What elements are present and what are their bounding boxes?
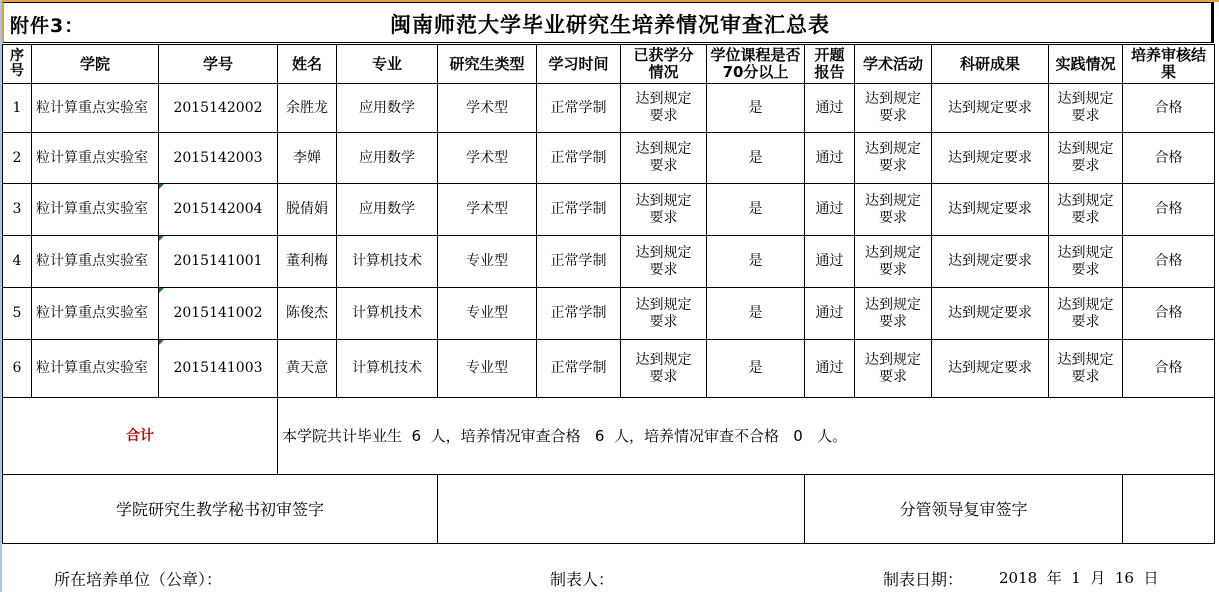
col-header-study-time[interactable]: 学习时间 <box>537 45 621 84</box>
cell-proposal[interactable]: 通过 <box>805 288 855 340</box>
cell-result[interactable]: 合格 <box>1123 340 1215 398</box>
date-label: 制表日期： <box>883 570 964 589</box>
cell-type[interactable]: 专业型 <box>438 288 537 340</box>
cell-text: 达到规定要求 <box>635 91 692 124</box>
cell-student-id[interactable]: 2015142003 <box>159 133 278 184</box>
total-label[interactable]: 合计 <box>3 398 278 475</box>
cell-academic[interactable] <box>855 133 932 184</box>
col-header-name[interactable]: 姓名 <box>278 45 337 84</box>
total-row <box>3 398 1215 475</box>
cell-student-id[interactable]: 2015141001 <box>159 236 278 288</box>
cell-type[interactable]: 专业型 <box>438 340 537 398</box>
table-row <box>3 288 1215 340</box>
cell-student-id[interactable]: 2015141003 <box>159 340 278 398</box>
col-header-college[interactable]: 学院 <box>32 45 159 84</box>
cell-text: 达到规定要求 <box>635 296 692 330</box>
leader-signature-field[interactable] <box>1123 475 1215 544</box>
cell-result[interactable]: 合格 <box>1123 184 1215 236</box>
cell-degree-courses[interactable]: 是 <box>707 184 805 236</box>
col-header-type[interactable]: 研究生类型 <box>438 45 537 84</box>
cell-college[interactable]: 粒计算重点实验室 <box>32 84 159 133</box>
cell-study-time[interactable]: 正常学制 <box>537 84 621 133</box>
col-header-proposal[interactable]: 开题报告 <box>805 45 855 84</box>
cell-result[interactable]: 合格 <box>1123 133 1215 184</box>
cell-academic[interactable] <box>855 340 932 398</box>
cell-academic[interactable] <box>855 288 932 340</box>
cell-text: 达到规定要求 <box>635 192 692 226</box>
cell-college[interactable]: 粒计算重点实验室 <box>32 288 159 340</box>
cell-degree-courses[interactable]: 是 <box>707 340 805 398</box>
col-header-practice[interactable]: 实践情况 <box>1049 45 1123 84</box>
cell-text: 达到规定要求 <box>1057 296 1114 330</box>
cell-academic[interactable] <box>855 184 932 236</box>
col-header-degree-courses[interactable]: 学位课程是否70分以上 <box>707 45 805 84</box>
cell-practice[interactable] <box>1049 84 1123 133</box>
cell-name[interactable]: 董利梅 <box>278 236 337 288</box>
cell-result[interactable]: 合格 <box>1123 236 1215 288</box>
cell-proposal[interactable]: 通过 <box>805 84 855 133</box>
table-row <box>3 340 1215 398</box>
cell-text: 达到规定要求 <box>865 296 921 330</box>
secretary-signature-field[interactable] <box>438 475 805 544</box>
cell-college[interactable]: 粒计算重点实验室 <box>32 133 159 184</box>
cell-research[interactable]: 达到规定要求 <box>932 288 1049 340</box>
cell-practice[interactable] <box>1049 340 1123 398</box>
cell-practice[interactable] <box>1049 133 1123 184</box>
cell-result[interactable]: 合格 <box>1123 84 1215 133</box>
col-header-student-id[interactable]: 学号 <box>159 45 278 84</box>
signature-row <box>3 475 1215 544</box>
cell-no[interactable]: 4 <box>3 236 32 288</box>
cell-research[interactable]: 达到规定要求 <box>932 236 1049 288</box>
header-row <box>3 45 1215 84</box>
summary-text[interactable]: 本学院共计毕业生 6 人，培养情况审查合格 6 人，培养情况审查不合格 0 人。 <box>278 398 1215 475</box>
cell-proposal[interactable]: 通过 <box>805 236 855 288</box>
cell-college[interactable]: 粒计算重点实验室 <box>32 340 159 398</box>
cell-credits[interactable] <box>621 340 707 398</box>
cell-no[interactable]: 3 <box>3 184 32 236</box>
title-row[interactable] <box>2 2 1214 43</box>
cell-student-id[interactable]: 2015142002 <box>159 84 278 133</box>
date-value: 2018 年 1 月 16 日 <box>999 569 1159 587</box>
cell-study-time[interactable]: 正常学制 <box>537 236 621 288</box>
cell-degree-courses[interactable]: 是 <box>707 84 805 133</box>
cell-text: 达到规定要求 <box>865 192 921 226</box>
unit-stamp-label: 所在培养单位（公章）： <box>54 570 223 589</box>
table-row <box>3 236 1215 288</box>
secretary-signature-label: 学院研究生教学秘书初审签字 <box>3 475 438 544</box>
cell-name[interactable]: 李婵 <box>278 133 337 184</box>
cell-student-id[interactable]: 2015141002 <box>159 288 278 340</box>
cell-major[interactable]: 应用数学 <box>337 84 438 133</box>
cell-credits[interactable] <box>621 184 707 236</box>
cell-academic[interactable] <box>855 236 932 288</box>
cell-text: 达到规定要求 <box>1057 141 1114 174</box>
cell-research[interactable]: 达到规定要求 <box>932 133 1049 184</box>
cell-text: 达到规定要求 <box>865 351 921 385</box>
cell-no[interactable]: 2 <box>3 133 32 184</box>
col-header-no[interactable]: 序号 <box>3 45 32 84</box>
cell-credits[interactable] <box>621 288 707 340</box>
attachment-label: 附件3： <box>10 15 85 37</box>
cell-type[interactable]: 学术型 <box>438 184 537 236</box>
footer-row <box>2 543 1214 592</box>
cell-result[interactable]: 合格 <box>1123 288 1215 340</box>
cell-research[interactable]: 达到规定要求 <box>932 184 1049 236</box>
cell-name[interactable]: 脱倩娟 <box>278 184 337 236</box>
cell-no[interactable]: 1 <box>3 84 32 133</box>
cell-proposal[interactable]: 通过 <box>805 340 855 398</box>
cell-research[interactable]: 达到规定要求 <box>932 340 1049 398</box>
review-table <box>2 44 1215 544</box>
cell-name[interactable]: 陈俊杰 <box>278 288 337 340</box>
cell-name[interactable]: 余胜龙 <box>278 84 337 133</box>
cell-type[interactable]: 专业型 <box>438 236 537 288</box>
table-row <box>3 84 1215 133</box>
cell-proposal[interactable]: 通过 <box>805 133 855 184</box>
cell-name[interactable]: 黄天意 <box>278 340 337 398</box>
cell-study-time[interactable]: 正常学制 <box>537 340 621 398</box>
col-header-research[interactable]: 科研成果 <box>932 45 1049 84</box>
cell-text: 达到规定要求 <box>1057 351 1114 385</box>
col-header-result[interactable]: 培养审核结果 <box>1123 45 1215 84</box>
cell-text: 达到规定要求 <box>635 141 692 174</box>
table-row <box>3 133 1215 184</box>
leader-signature-label: 分管领导复审签字 <box>805 475 1123 544</box>
cell-major[interactable]: 计算机技术 <box>337 340 438 398</box>
col-header-major[interactable]: 专业 <box>337 45 438 84</box>
cell-practice[interactable] <box>1049 288 1123 340</box>
cell-major[interactable]: 计算机技术 <box>337 236 438 288</box>
col-header-academic[interactable]: 学术活动 <box>855 45 932 84</box>
cell-text: 达到规定要求 <box>865 244 921 278</box>
page-title: 闽南师范大学毕业研究生培养情况审查汇总表 <box>390 12 830 37</box>
cell-degree-courses[interactable]: 是 <box>707 133 805 184</box>
cell-degree-courses[interactable]: 是 <box>707 236 805 288</box>
cell-no[interactable]: 5 <box>3 288 32 340</box>
cell-college[interactable]: 粒计算重点实验室 <box>32 236 159 288</box>
cell-type[interactable]: 学术型 <box>438 84 537 133</box>
cell-text: 达到规定要求 <box>865 141 921 174</box>
cell-text: 达到规定要求 <box>1057 244 1114 278</box>
cell-type[interactable]: 学术型 <box>438 133 537 184</box>
cell-major[interactable]: 计算机技术 <box>337 288 438 340</box>
cell-no[interactable]: 6 <box>3 340 32 398</box>
cell-text: 达到规定要求 <box>635 351 692 385</box>
cell-degree-courses[interactable]: 是 <box>707 288 805 340</box>
cell-study-time[interactable]: 正常学制 <box>537 288 621 340</box>
preparer-label: 制表人： <box>550 570 615 589</box>
cell-practice[interactable] <box>1049 236 1123 288</box>
cell-text: 达到规定要求 <box>865 91 921 124</box>
cell-proposal[interactable]: 通过 <box>805 184 855 236</box>
cell-text: 达到规定要求 <box>1057 91 1114 124</box>
cell-study-time[interactable]: 正常学制 <box>537 133 621 184</box>
cell-text: 达到规定要求 <box>635 244 692 278</box>
cell-major[interactable]: 应用数学 <box>337 184 438 236</box>
cell-practice[interactable] <box>1049 184 1123 236</box>
cell-study-time[interactable]: 正常学制 <box>537 184 621 236</box>
cell-college[interactable]: 粒计算重点实验室 <box>32 184 159 236</box>
cell-credits[interactable] <box>621 236 707 288</box>
cell-student-id[interactable]: 2015142004 <box>159 184 278 236</box>
cell-research[interactable]: 达到规定要求 <box>932 84 1049 133</box>
col-header-credits[interactable]: 已获学分情况 <box>621 45 707 84</box>
cell-academic[interactable] <box>855 84 932 133</box>
table-row <box>3 184 1215 236</box>
cell-major[interactable]: 应用数学 <box>337 133 438 184</box>
cell-text: 达到规定要求 <box>1057 192 1114 226</box>
cell-credits[interactable] <box>621 84 707 133</box>
cell-credits[interactable] <box>621 133 707 184</box>
